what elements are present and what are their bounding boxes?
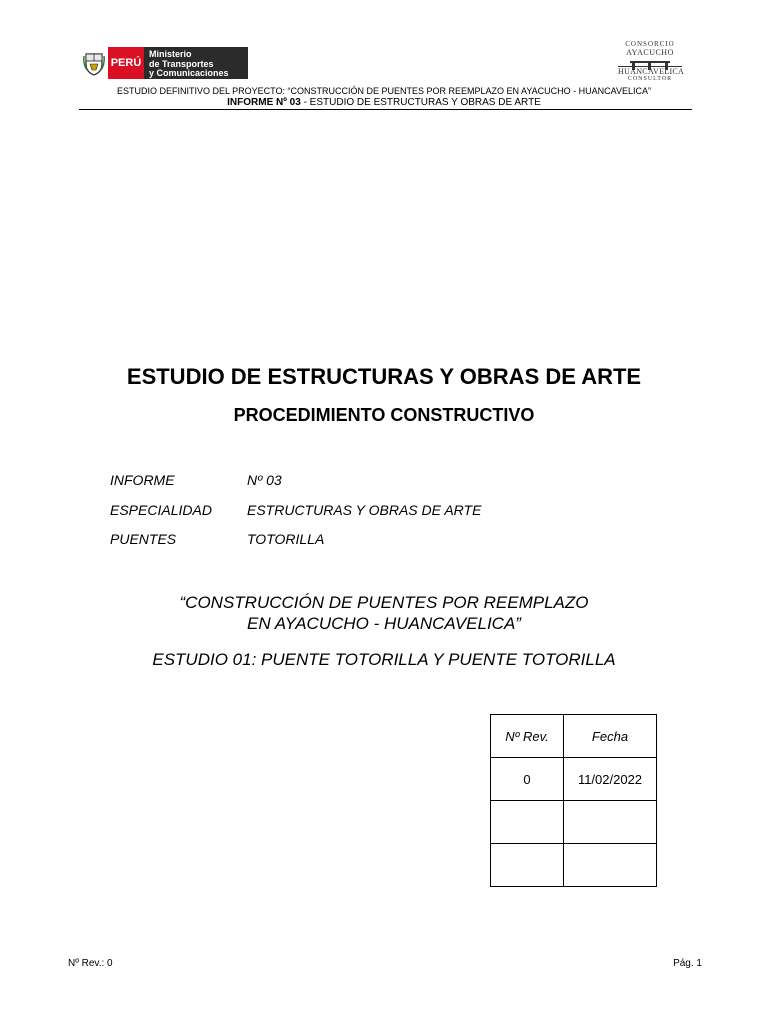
report-header-line xyxy=(0,97,768,108)
cell-rev: 0 xyxy=(491,758,564,801)
report-number: INFORME Nº 03 xyxy=(227,97,301,108)
footer-revision: Nº Rev.: 0 xyxy=(68,958,113,969)
bridge-icon xyxy=(618,57,682,66)
info-label-puentes: PUENTES xyxy=(110,531,177,547)
consorcio-logo xyxy=(618,40,685,84)
revision-table-header xyxy=(491,715,657,758)
study-line: ESTUDIO 01: PUENTE TOTORILLA Y PUENTE TOTORILLA xyxy=(152,650,616,669)
peru-label: PERÚ xyxy=(108,47,144,79)
table-row xyxy=(491,758,657,801)
consorcio-line-2: AYACUCHO xyxy=(626,48,674,57)
info-value-especialidad: ESTRUCTURAS Y OBRAS DE ARTE xyxy=(247,502,482,518)
consorcio-line-3: HUANCAVELICA xyxy=(618,67,685,76)
peru-coat-of-arms-icon xyxy=(80,47,108,79)
ministry-line-1: Ministerio xyxy=(149,49,192,59)
report-description: - ESTUDIO DE ESTRUCTURAS Y OBRAS DE ARTE xyxy=(300,97,541,108)
ministry-line-2: de Transportes xyxy=(149,58,214,69)
info-label-informe: INFORME xyxy=(110,472,175,488)
project-title-line-2: EN AYACUCHO - HUANCAVELICA” xyxy=(247,614,521,633)
revision-table xyxy=(490,714,657,887)
cell-fecha: 11/02/2022 xyxy=(564,758,657,801)
cell-rev xyxy=(491,844,564,887)
ministry-logo xyxy=(80,47,248,79)
table-row xyxy=(491,801,657,844)
project-header-line: ESTUDIO DEFINITIVO DEL PROYECTO: “CONSTRUCCIÓN DE PUENTES POR REEMPLAZO EN AYACUCHO - HUANCAVELICA” xyxy=(116,86,652,96)
cell-rev xyxy=(491,801,564,844)
project-title-line-1: “CONSTRUCCIÓN DE PUENTES POR REEMPLAZO xyxy=(179,593,589,612)
document-title: ESTUDIO DE ESTRUCTURAS Y OBRAS DE ARTE xyxy=(126,364,642,389)
footer-page-number: Pág. 1 xyxy=(673,958,702,969)
table-row xyxy=(491,844,657,887)
consorcio-line-4: CONSULTOR xyxy=(627,76,673,82)
cell-fecha xyxy=(564,844,657,887)
ministry-line-3: y Comunicaciones xyxy=(149,68,229,78)
cell-fecha xyxy=(564,801,657,844)
document-subtitle: PROCEDIMIENTO CONSTRUCTIVO xyxy=(233,405,535,425)
info-label-especialidad: ESPECIALIDAD xyxy=(110,502,212,518)
header-rev: Nº Rev. xyxy=(491,715,564,758)
header-divider xyxy=(79,109,692,110)
ministry-name xyxy=(144,47,248,79)
info-value-puentes: TOTORILLA xyxy=(247,531,325,547)
consorcio-line-1: CONSORCIO xyxy=(625,40,675,48)
info-value-informe: Nº 03 xyxy=(247,472,282,488)
header-fecha: Fecha xyxy=(564,715,657,758)
